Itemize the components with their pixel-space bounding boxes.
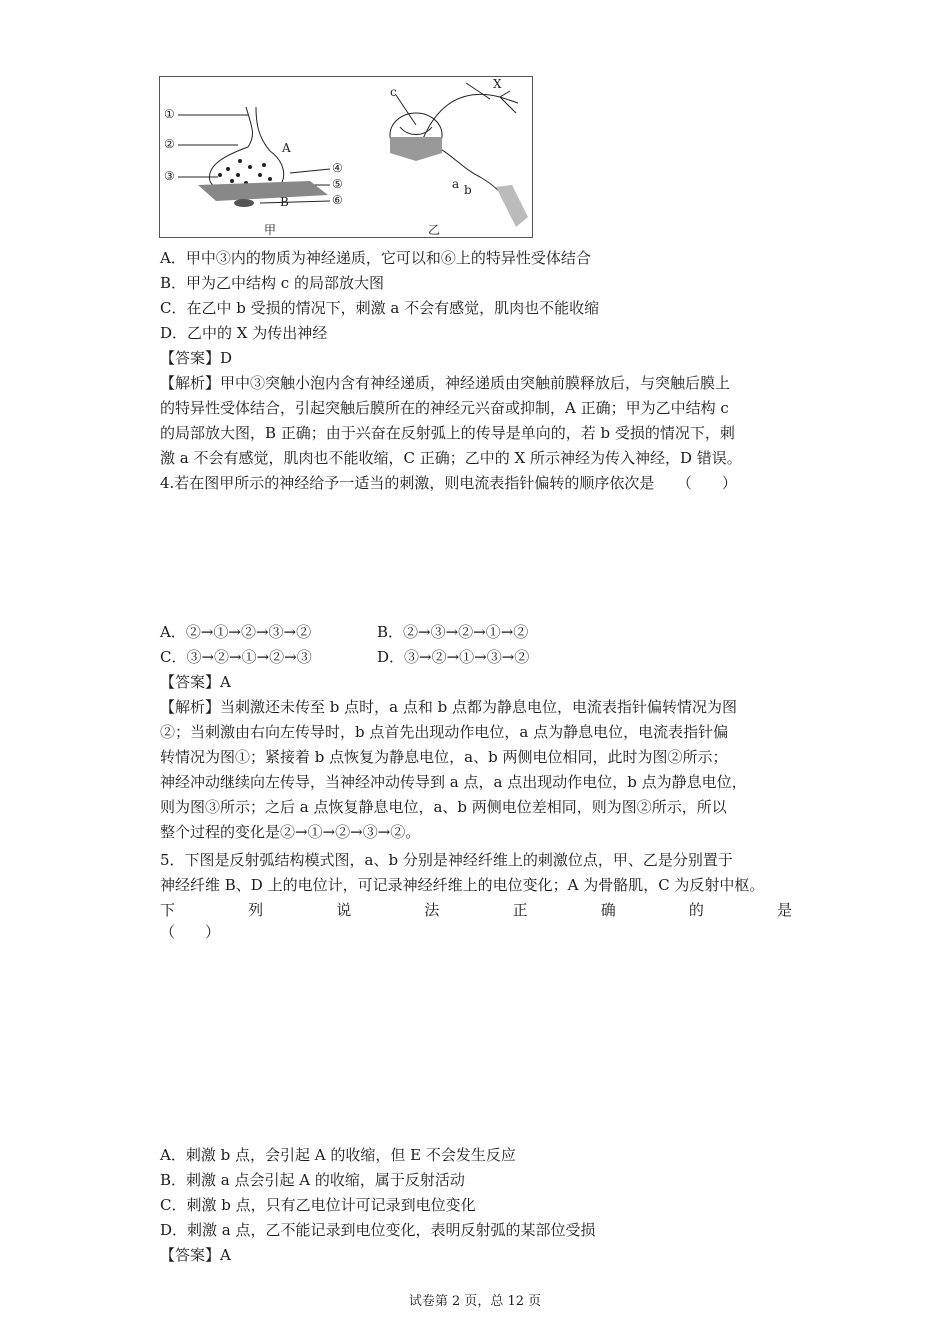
q3-analysis-line: 的局部放大图，B 正确；由于兴奋在反射弧上的传导是单向的，若 b 受损的情况下，刺 [160,424,735,442]
spread-char: 法 [424,901,440,919]
q4-options-row [160,645,530,669]
q5-option-b: B．刺激 a 点会引起 A 的收缩，属于反射活动 [160,1171,465,1189]
marker-3: ③ [164,169,175,183]
q4-analysis-line: 转情况为图①；紧接着 b 点恢复为静息电位，a、b 两侧电位相同，此时为图②所示； [160,748,728,766]
letter-a: a [452,177,460,191]
page-footer: 试卷第 2 页，总 12 页 [408,1294,542,1309]
letter-c: c [390,85,397,99]
spread-char: 确 [600,901,616,919]
q4-analysis-line: 【解析】当刺激还未传至 b 点时，a 点和 b 点都为静息电位，电流表指针偏转情况为图 [160,698,737,716]
q4-option-c: C．③→②→①→②→③ [160,648,312,666]
q4-stem: 4.若在图甲所示的神经给予一适当的刺激，则电流表指针偏转的顺序依次是 （ ） [160,474,737,492]
q4-answer: 【答案】A [160,673,231,691]
spread-char: 下 [160,901,176,919]
marker-1: ① [164,107,175,121]
letter-B: B [280,195,289,209]
q4-option-a: A．②→①→②→③→② [160,623,312,641]
marker-5: ⑤ [332,177,343,191]
marker-2: ② [164,137,175,151]
q3-option-c: C．在乙中 b 受损的情况下，刺激 a 不会有感觉，肌肉也不能收缩 [160,299,600,317]
q3-option-a: A．甲中③内的物质为神经递质，它可以和⑥上的特异性受体结合 [160,249,591,267]
q3-analysis-line: 激 a 不会有感觉，肌肉也不能收缩，C 正确；乙中的 X 所示神经为传入神经，D 错误。 [160,449,742,467]
q5-paren: （ ） [160,923,221,941]
letter-A: A [282,141,291,155]
q5-stem-spread [160,898,792,922]
spread-char: 正 [512,901,528,919]
q4-option-b: B．②→③→②→①→② [377,623,529,641]
q3-option-d: D．乙中的 X 为传出神经 [160,324,328,342]
spread-char: 的 [688,901,704,919]
q4-options-row [160,620,529,644]
q3-answer: 【答案】D [160,349,233,367]
spread-char: 说 [336,901,352,919]
label-jia: 甲 [264,223,277,237]
q4-option-d: D．③→②→①→③→② [377,648,530,666]
q5-option-d: D．刺激 a 点，乙不能记录到电位变化，表明反射弧的某部位受损 [160,1221,596,1239]
label-yi: 乙 [428,223,441,237]
q4-analysis-line: 神经冲动继续向左传导，当神经冲动传导到 a 点，a 点出现动作电位，b 点为静息电位， [160,773,747,791]
neuron-figure [159,76,533,238]
q5-option-a: A．刺激 b 点，会引起 A 的收缩，但 E 不会发生反应 [160,1146,516,1164]
q3-analysis-line: 【解析】甲中③突触小泡内含有神经递质，神经递质由突触前膜释放后，与突触后膜上 [160,374,731,392]
q5-stem-line: 神经纤维 B、D 上的电位计，可记录神经纤维上的电位变化；A 为骨骼肌，C 为反射中枢。 [160,876,765,894]
q5-option-c: C．刺激 b 点，只有乙电位计可记录到电位变化 [160,1196,476,1214]
q4-analysis-line: 则为图③所示；之后 a 点恢复静息电位，a、b 两侧电位差相同，则为图②所示，所以 [160,798,727,816]
q5-answer: 【答案】A [160,1246,231,1264]
letter-X: X [493,77,502,91]
q5-stem-line: 5．下图是反射弧结构模式图，a、b 分别是神经纤维上的刺激位点，甲、乙是分别置于 [160,851,733,869]
marker-6: ⑥ [332,193,343,207]
figure-drawing [160,77,534,239]
q3-option-b: B．甲为乙中结构 c 的局部放大图 [160,274,384,292]
q4-analysis-line: ②；当刺激由右向左传导时，b 点首先出现动作电位，a 点为静息电位，电流表指针偏 [160,723,729,741]
spread-char: 是 [776,901,792,919]
letter-b: b [464,183,472,197]
q4-analysis-line: 整个过程的变化是②→①→②→③→②。 [160,823,421,841]
q3-analysis-line: 的特异性受体结合，引起突触后膜所在的神经元兴奋或抑制，A 正确；甲为乙中结构 c [160,399,729,417]
spread-char: 列 [248,901,264,919]
marker-4: ④ [332,161,343,175]
